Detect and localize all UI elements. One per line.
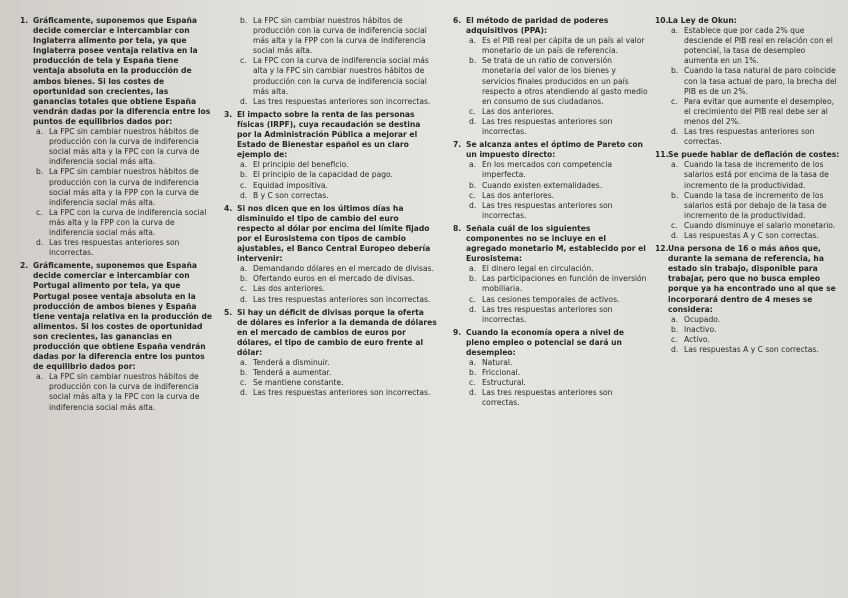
answer-option [237,378,437,388]
question-stem: Se alcanza antes el óptimo de Pareto con un impuesto directo: [466,140,643,160]
option-letter: b. [671,324,679,334]
option-letter: a. [469,160,477,170]
option-letter: b. [671,190,679,200]
option-text: B y C son correctas. [253,190,329,200]
answer-option [237,16,437,56]
option-text: El principio del beneficio. [253,160,349,170]
answer-option [668,97,840,127]
option-letter: d. [469,116,477,126]
option-letter: c. [469,106,476,116]
option-text: Estructural. [482,378,526,388]
answer-option [33,238,213,258]
column-2 [224,16,437,401]
option-text: Ofertando euros en el mercado de divisas. [253,274,415,284]
option-letter: d. [671,230,679,240]
option-text: La FPC sin cambiar nuestros hábitos de producción con la curva de indiferencia social más alta y la FPC con la curva de indiferencia social más alta. [49,372,200,412]
question-number: 6. [453,16,462,25]
answer-option [466,274,648,294]
option-letter: a. [36,372,44,382]
question-stem: El método de paridad de poderes adquisitivos (PPA): [466,16,609,36]
option-text: Cuando la tasa de incremento de los salarios está por debajo de la tasa de incremento de la productividad. [684,190,827,220]
option-letter: a. [671,314,679,324]
question [655,244,840,355]
question-number: 9. [453,327,462,337]
option-text: La FPC con la curva de indiferencia social más alta y la FPC sin cambiar nuestros hábitos de producción con la curva de indiferencia social más alta. [253,56,429,96]
option-letter: a. [671,160,679,170]
option-letter: d. [671,127,679,137]
answer-option [237,284,437,294]
answer-option [237,56,437,96]
question [224,307,437,399]
question [453,223,648,325]
option-text: En los mercados con competencia imperfecta. [482,160,612,180]
question [655,150,840,241]
question [453,327,648,409]
question-number: 8. [453,223,462,233]
option-letter: c. [36,207,43,217]
answer-option [466,264,648,274]
question-number: 11. [655,150,669,160]
column-4 [655,16,840,358]
answer-option [668,66,840,96]
option-text: Las tres respuestas anteriores son incorrectas. [49,238,180,258]
question-number: 5. [224,307,233,317]
option-letter: a. [36,127,44,137]
answer-option [237,191,437,201]
option-text: Cuando disminuye el salario monetario. [684,220,836,230]
answer-option [33,127,213,167]
option-letter: c. [469,378,476,388]
question-number: 4. [224,203,233,213]
answer-option [237,160,437,170]
option-letter: d. [469,304,477,314]
option-letter: d. [240,190,248,200]
option-letter: c. [469,190,476,200]
answer-option [668,325,840,335]
option-text: Las tres respuestas anteriores son correctas. [482,388,613,408]
column-1 [20,16,213,416]
question-stem: Cuando la economía opera a nivel de pleno empleo o potencial se dará un desempleo: [466,327,624,357]
answer-option [466,201,648,221]
column-3 [453,16,648,412]
question-stem: El impacto sobre la renta de las personas físicas (IRPF), cuya recaudación se destina por la Administración Pública a mejorar el Estado de Bienestar español es un claro ejemplo de: [237,109,421,160]
answer-option [33,372,213,412]
option-letter: d. [240,388,248,398]
question-number: 12. [655,244,669,254]
option-letter: a. [240,264,248,274]
option-letter: b. [671,66,679,76]
option-text: Natural. [482,358,513,368]
option-text: Tenderá a disminuir. [253,358,330,368]
answer-option [466,358,648,368]
option-letter: b. [240,16,248,25]
option-text: La FPC sin cambiar nuestros hábitos de producción con la curva de indiferencia social más alta y la FPP con la curva de indiferencia social más alta. [49,167,199,207]
question-stem: La Ley de Okun: [668,16,737,25]
option-letter: c. [671,334,678,344]
option-text: Cuando la tasa natural de paro coincide con la tasa actual de paro, la brecha del PIB es de un 2%. [684,66,837,96]
question [655,16,840,147]
option-text: Ocupado. [684,314,721,324]
option-text: La FPC sin cambiar nuestros hábitos de producción con la curva de indiferencia social más alta y la FPP con la curva de indiferencia social más alta. [253,16,427,56]
question-stem: Gráficamente, suponemos que España decide comerciar e intercambiar con Portugal alimento por tela, ya que Portugal posee ventaja absoluta en la producción de ambos bienes y España tiene ventaja relativa en la producción de alimentos. Si los costes de oportunidad son crecientes, las ganancias en producción que obtiene España vendrán dadas por la diferencia entre los puntos de equilibrio dados por: [33,261,213,372]
option-text: Las tres respuestas anteriores son incorrectas. [482,304,613,324]
option-text: Las tres respuestas anteriores son incorrectas. [253,96,431,106]
answer-option [668,315,840,325]
question-number: 7. [453,140,462,150]
option-letter: c. [469,294,476,304]
option-letter: d. [671,345,679,354]
answer-option [33,167,213,207]
answer-option [237,274,437,284]
question-number: 1. [20,16,29,25]
option-text: Tenderá a aumentar. [253,368,332,378]
option-letter: c. [671,220,678,230]
option-text: Las tres respuestas anteriores son incorrectas. [253,294,431,304]
option-letter: b. [240,170,248,180]
option-letter: b. [469,274,477,284]
question-stem: Señala cuál de los siguientes componentes no se incluye en el agregado monetario M, establecido por el Eurosistema: [466,223,646,264]
answer-option [237,181,437,191]
answer-option [466,160,648,180]
answer-option [237,358,437,368]
answer-option [466,305,648,325]
answer-option [668,127,840,147]
question [237,16,437,107]
option-letter: a. [240,358,248,368]
option-text: El principio de la capacidad de pago. [253,170,393,180]
option-text: Las respuestas A y C son correctas. [684,230,819,240]
option-letter: a. [469,264,477,274]
answer-option [466,378,648,388]
question [453,16,648,137]
option-text: Establece que por cada 2% que desciende el PIB real en relación con el potencial, la tasa de desempleo aumenta en un 1%. [684,26,833,66]
option-letter: c. [240,180,247,190]
question-stem: Gráficamente, suponemos que España decide comerciar e intercambiar con Inglaterra alimento por tela, ya que Inglaterra posee ventaja relativa en la producción de tela y España tiene ventaja absoluta en la producción de ambos bienes. Si los costes de oportunidad son crecientes, las ganancias totales que obtiene España vendrán dadas por la diferencia entre los puntos de equilibrios dados por: [33,16,211,126]
question-stem: Una persona de 16 o más años que, durante la semana de referencia, ha estado sin trabajo, disponible para trabajar, pero que no busca empleo porque ya ha encontrado uno al que se incorporará dentro de 4 meses se considera: [668,244,836,314]
option-letter: b. [36,167,44,177]
question-stem: Si hay un déficit de divisas porque la oferta de dólares es inferior a la demanda de dólares en el mercado de cambios de euros por dólares, el tipo de cambio de euro frente al dólar: [237,307,437,357]
question-number: 2. [20,261,29,271]
option-text: Se trata de un ratio de conversión monetaria del valor de los bienes y servicios finales producidos en un país respecto a otros atendiendo al gasto medio en consumo de sus ciudadanos. [482,56,648,106]
answer-option [237,295,437,305]
option-letter: a. [671,26,679,36]
answer-option [466,56,648,106]
option-text: La FPC con la curva de indiferencia social más alta y la FPP con la curva de indiferencia social más alta. [49,207,207,237]
option-text: La FPC sin cambiar nuestros hábitos de producción con la curva de indiferencia social más alta y la FPC con la curva de indiferencia social más alta. [49,127,200,167]
answer-option [466,107,648,117]
answer-option [668,231,840,241]
answer-option [668,345,840,355]
question [453,140,648,221]
option-letter: c. [240,56,247,66]
option-letter: d. [36,238,44,248]
option-letter: b. [469,368,477,378]
option-text: Demandando dólares en el mercado de divisas. [253,264,435,274]
answer-option [237,170,437,180]
option-letter: d. [469,200,477,210]
option-letter: d. [240,96,248,106]
option-text: Cuando existen externalidades. [482,180,603,190]
option-text: Las respuestas A y C son correctas. [684,345,819,354]
question-number: 3. [224,109,233,119]
option-letter: c. [671,96,678,106]
question [224,109,437,201]
answer-option [33,208,213,238]
answer-option [466,181,648,191]
option-text: Equidad impositiva. [253,180,328,190]
option-text: Las tres respuestas anteriores son incorrectas. [482,200,613,220]
answer-option [466,117,648,137]
question-number: 10. [655,16,669,25]
option-text: Las tres respuestas anteriores son correctas. [684,127,815,147]
option-letter: a. [469,358,477,368]
answer-option [668,335,840,345]
option-letter: b. [469,180,477,190]
option-letter: b. [240,368,248,378]
question [20,261,213,412]
option-text: Las cesiones temporales de activos. [482,294,620,304]
option-text: Activo. [684,334,710,344]
option-text: Las dos anteriores. [253,284,326,294]
option-letter: c. [240,284,247,294]
option-text: Las tres respuestas anteriores son incorrectas. [253,388,431,398]
answer-option [237,264,437,274]
answer-option [668,26,840,66]
question-stem: Se puede hablar de deflación de costes: [668,150,840,160]
question [20,16,213,258]
option-text: Inactivo. [684,324,717,334]
answer-option [237,368,437,378]
answer-option [466,368,648,378]
question-stem: Si nos dicen que en los últimos días ha disminuido el tipo de cambio del euro respecto al dólar por encima del límite fijado por el Eurosistema con tipos de cambio ajustables, el Banco Central Europeo debería intervenir: [237,203,431,264]
option-text: Las dos anteriores. [482,190,555,200]
question [224,203,437,305]
answer-option [237,388,437,398]
option-text: Las dos anteriores. [482,106,555,116]
option-letter: b. [240,274,248,284]
option-text: El dinero legal en circulación. [482,264,594,274]
option-letter: b. [469,56,477,66]
answer-option [668,221,840,231]
answer-option [668,160,840,190]
option-letter: d. [469,388,477,398]
option-text: Es el PIB real per cápita de un país al valor monetario de un país de referencia. [482,36,645,56]
answer-option [466,295,648,305]
option-letter: d. [240,294,248,304]
option-text: Cuando la tasa de incremento de los salarios está por encima de la tasa de incremento de la productividad. [684,160,829,190]
option-letter: a. [469,36,477,46]
option-text: Friccional. [482,368,521,378]
answer-option [237,97,437,107]
option-text: Las tres respuestas anteriores son incorrectas. [482,116,613,137]
option-text: Para evitar que aumente el desempleo, el crecimiento del PIB real debe ser al menos del 2%. [684,96,835,126]
option-text: Se mantiene constante. [253,378,344,388]
option-letter: a. [240,160,248,170]
answer-option [466,191,648,201]
option-text: Las participaciones en función de inversión mobiliaria. [482,274,647,294]
answer-option [466,388,648,408]
answer-option [466,36,648,56]
answer-option [668,191,840,221]
option-letter: c. [240,378,247,388]
